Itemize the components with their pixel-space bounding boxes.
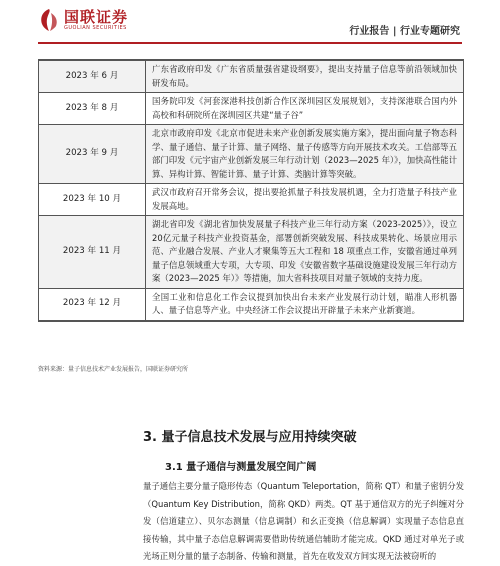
description-cell: 广东省政府印发《广东省质量强省建设纲要》，提出支持量子信息等前沿领域加快研发布局。 [146, 60, 464, 93]
header-divider [38, 42, 462, 44]
date-cell: 2023 年 8 月 [39, 93, 146, 125]
date-cell: 2023 年 11 月 [39, 216, 146, 289]
table-row [39, 184, 464, 216]
policy-timeline-table [38, 59, 464, 322]
description-cell: 全国工业和信息化工作会议提到加快出台未来产业发展行动计划，瞄准人形机器人、量子信息等产业。中央经济工作会议提出开辟量子未来产业新赛道。 [146, 288, 464, 321]
table-row [39, 60, 464, 93]
date-cell: 2023 年 6 月 [39, 60, 146, 93]
date-cell: 2023 年 10 月 [39, 184, 146, 216]
body-paragraph: 量子通信主要分量子隐形传态（Quantum Teleportation，简称 QT）和量子密钥分发（Quantum Key Distribution，简称 QKD）两类。QT 基于通信双方的光子纠缠对分发（信道建立）、贝尔态测量（信息调制）和幺正变换（信息解调）实现量子态信息直接传输，其中量子态信息解调需要借助传统通信辅助才能完成。QKD 通过对单光子或光场正则分量的量子态制备、传输和测量，首先在收发双方间实现无法被窃听的 [143, 481, 464, 561]
logo-text-en: GUOLIAN SECURITIES [64, 24, 127, 31]
report-type-label: 行业报告 | 行业专题研究 [349, 26, 460, 37]
description-cell: 湖北省印发《湖北省加快发展量子科技产业三年行动方案（2023-2025）》，设立20亿元量子科技产业投资基金，部署创新突破发展、科技成果转化、场景应用示范、产业融合发展、产业人才聚集等五大工程和 18 项重点工作，安徽省通过单列量子信息领域重大专项，大专项、印发《安徽省数字基础设施建设发展三年行动方案（2023—2025 年）》等措施，加大省科技项目对量子领域的支持力度。 [146, 216, 464, 289]
page-header [0, 0, 500, 44]
table-row [39, 288, 464, 321]
date-cell: 2023 年 9 月 [39, 125, 146, 184]
description-cell: 北京市政府印发《北京市促进未来产业创新发展实施方案》，提出面向量子物态科学、量子通信、量子计算、量子网络、量子传感等方向开展技术攻关。工信部等五部门印发《元宇宙产业创新发展三年行动计划（2023—2025 年）》，加快高性能计算、异构计算、智能计算、量子计算、类脑计算等突破。 [146, 125, 464, 184]
subsection-heading: 3.1 量子通信与测量发展空间广阔 [165, 462, 317, 473]
description-cell: 国务院印发《河套深港科技创新合作区深圳园区发展规划》，支持深港联合国内外高校和科研院所在深圳园区共建“量子谷” [146, 93, 464, 125]
company-logo [38, 8, 128, 32]
table-row [39, 216, 464, 289]
logo-text-cn: 国联证券 [64, 7, 129, 26]
logo-emblem-icon [38, 8, 60, 32]
table-source-note: 资料来源：量子信息技术产业发展报告，国联证券研究所 [38, 366, 189, 373]
table-row [39, 93, 464, 125]
description-cell: 武汉市政府召开常务会议，提出要抢抓量子科技发展机遇，全力打造量子科技产业发展高地。 [146, 184, 464, 216]
section-heading: 3. 量子信息技术发展与应用持续突破 [143, 430, 357, 445]
table-row [39, 125, 464, 184]
date-cell: 2023 年 12 月 [39, 288, 146, 321]
